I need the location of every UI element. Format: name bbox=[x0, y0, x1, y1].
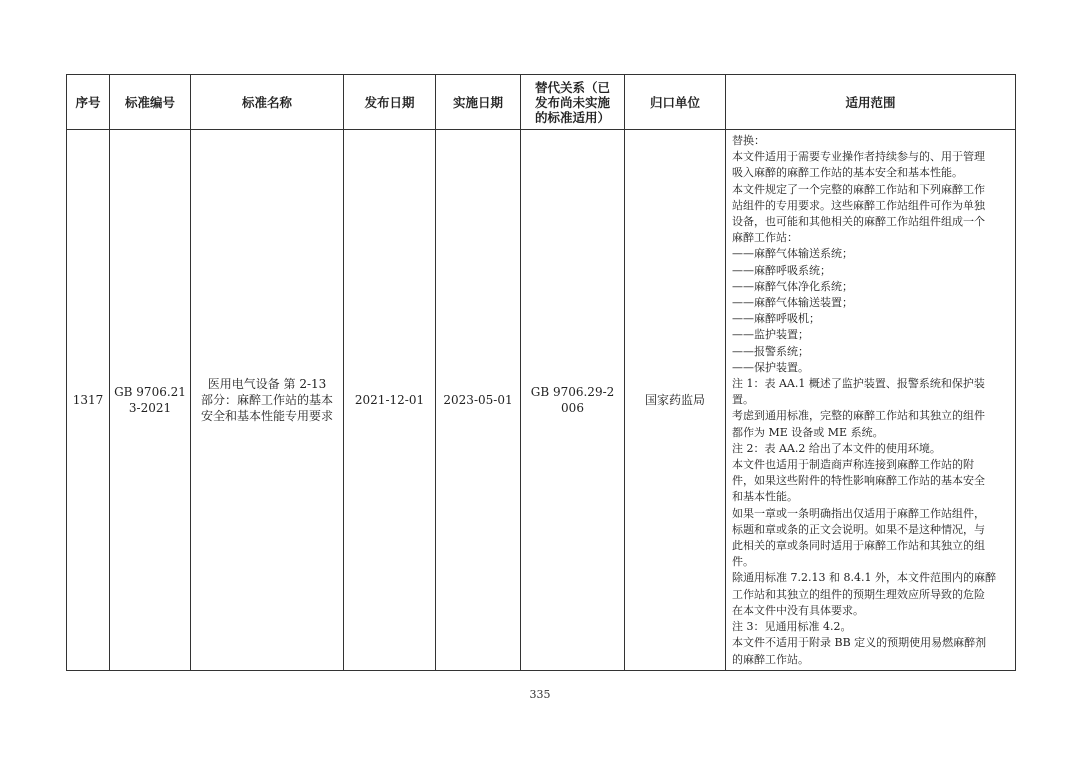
scope-line: ——保护装置。 bbox=[732, 360, 809, 374]
cell-publish-date: 2021-12-01 bbox=[344, 130, 436, 671]
header-dept: 归口单位 bbox=[625, 75, 726, 130]
scope-line: 工作站和其独立的组件的预期生理效应所导致的危险 bbox=[732, 587, 985, 601]
scope-line: 注 2：表 AA.2 给出了本文件的使用环境。 bbox=[732, 441, 941, 455]
scope-line: 吸入麻醉的麻醉工作站的基本安全和基本性能。 bbox=[732, 166, 963, 180]
scope-line: 站组件的专用要求。这些麻醉工作站组件可作为单独 bbox=[732, 198, 985, 212]
scope-line: 本文件不适用于附录 BB 定义的预期使用易燃麻醉剂 bbox=[732, 636, 987, 650]
scope-line: ——麻醉气体输送装置； bbox=[732, 296, 853, 310]
scope-line: 在本文件中没有具体要求。 bbox=[732, 603, 864, 617]
scope-line: 的麻醉工作站。 bbox=[732, 652, 809, 666]
scope-line: ——报警系统； bbox=[732, 344, 809, 358]
scope-line: ——麻醉呼吸机； bbox=[732, 312, 820, 326]
scope-line: 和基本性能。 bbox=[732, 490, 798, 504]
scope-line: 考虑到通用标准，完整的麻醉工作站和其独立的组件 bbox=[732, 409, 985, 423]
scope-line: 注 3：见通用标准 4.2。 bbox=[732, 620, 852, 634]
header-scope: 适用范围 bbox=[726, 75, 1016, 130]
scope-line: 本文件规定了一个完整的麻醉工作站和下列麻醉工作 bbox=[732, 182, 985, 196]
cell-seq: 1317 bbox=[67, 130, 110, 671]
cell-replaces: GB 9706.29-2006 bbox=[521, 130, 625, 671]
cell-scope bbox=[726, 130, 1016, 671]
scope-line: 麻醉工作站： bbox=[732, 231, 798, 245]
header-seq: 序号 bbox=[67, 75, 110, 130]
page-number: 335 bbox=[529, 688, 551, 701]
scope-line: 本文件也适用于制造商声称连接到麻醉工作站的附 bbox=[732, 458, 974, 472]
header-publish-date: 发布日期 bbox=[344, 75, 436, 130]
scope-line: 本文件适用于需要专业操作者持续参与的、用于管理 bbox=[732, 150, 985, 164]
scope-line: 标题和章或条的正文会说明。如果不是这种情况，与 bbox=[732, 522, 985, 536]
cell-dept: 国家药监局 bbox=[625, 130, 726, 671]
table-row bbox=[67, 130, 1016, 671]
scope-line: 置。 bbox=[732, 393, 754, 407]
scope-line: 件，如果这些附件的特性影响麻醉工作站的基本安全 bbox=[732, 474, 985, 488]
scope-line: ——麻醉气体净化系统； bbox=[732, 279, 853, 293]
scope-line: 设备，也可能和其他相关的麻醉工作站组件组成一个 bbox=[732, 215, 985, 229]
scope-line: 注 1：表 AA.1 概述了监护装置、报警系统和保护装 bbox=[732, 377, 985, 391]
header-std-no: 标准编号 bbox=[110, 75, 191, 130]
cell-std-name: 医用电气设备 第 2-13 部分：麻醉工作站的基本安全和基本性能专用要求 bbox=[191, 130, 344, 671]
cell-std-no: GB 9706.213-2021 bbox=[110, 130, 191, 671]
scope-line: 除通用标准 7.2.13 和 8.4.1 外，本文件范围内的麻醉 bbox=[732, 571, 996, 585]
scope-line: ——麻醉呼吸系统； bbox=[732, 263, 831, 277]
cell-effective-date: 2023-05-01 bbox=[436, 130, 521, 671]
scope-line: ——监护装置； bbox=[732, 328, 809, 342]
scope-line: 此相关的章或条同时适用于麻醉工作站和其独立的组 bbox=[732, 539, 985, 553]
scope-line: 件。 bbox=[732, 555, 754, 569]
scope-line: 替换： bbox=[732, 134, 765, 147]
standards-table bbox=[66, 74, 1016, 671]
scope-line: 如果一章或一条明确指出仅适用于麻醉工作站组件， bbox=[732, 506, 985, 520]
scope-line: 都作为 ME 设备或 ME 系统。 bbox=[732, 425, 884, 439]
header-replaces: 替代关系（已发布尚未实施的标准适用） bbox=[521, 75, 625, 130]
table-header-row bbox=[67, 75, 1016, 130]
scope-line: ——麻醉气体输送系统； bbox=[732, 247, 853, 261]
header-effective-date: 实施日期 bbox=[436, 75, 521, 130]
header-std-name: 标准名称 bbox=[191, 75, 344, 130]
